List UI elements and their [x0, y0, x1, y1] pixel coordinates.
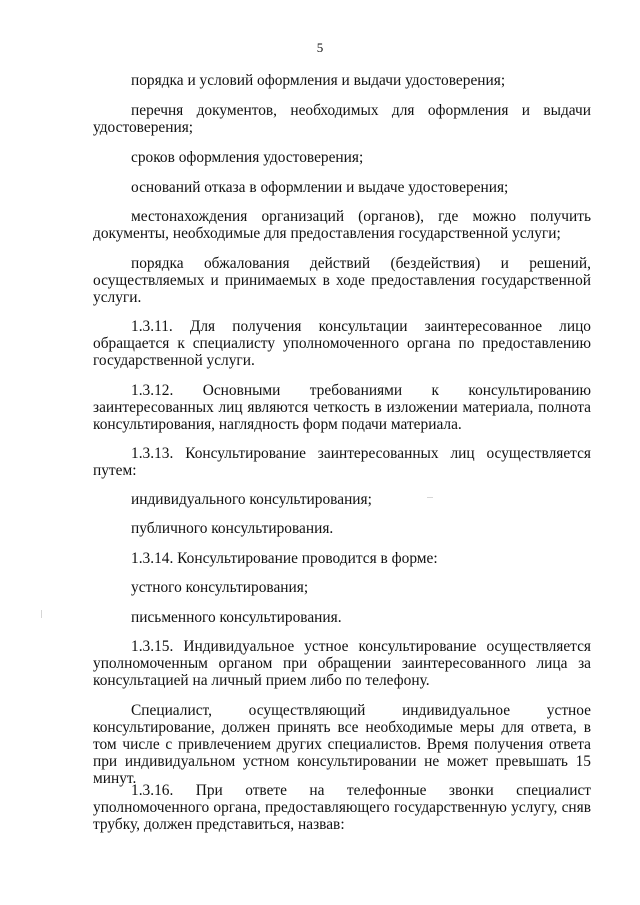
- paragraph-3: сроков оформления удостоверения;: [131, 149, 364, 166]
- paragraph-15: 1.3.15. Индивидуальное устное консультирование осуществляется уполномоченным органом при обращении заинтересованного лица за консультацией на личный прием либо по телефону.: [93, 638, 591, 689]
- paragraph-9: 1.3.13. Консультирование заинтересованных лиц осуществляется путем:: [93, 445, 591, 479]
- paragraph-11: публичного консультирования.: [131, 520, 334, 537]
- paragraph-14: письменного консультирования.: [131, 609, 342, 626]
- paragraph-8: 1.3.12. Основными требованиями к консультированию заинтересованных лиц являются четкость в изложении материала, полнота консультирования, наглядность форм подачи материала.: [93, 382, 591, 433]
- paragraph-6: порядка обжалования действий (бездействия) и решений, осуществляемых и принимаемых в ходе предоставления государственной услуги.: [93, 255, 591, 306]
- paragraph-1: порядка и условий оформления и выдачи удостоверения;: [131, 72, 506, 89]
- paragraph-7: 1.3.11. Для получения консультации заинтересованное лицо обращается к специалисту уполномоченного органа по предоставлению государственной услуги.: [93, 318, 591, 369]
- paragraph-12: 1.3.14. Консультирование проводится в форме:: [131, 550, 438, 567]
- scan-speck: [427, 497, 433, 498]
- paragraph-10: индивидуального консультирования;: [131, 491, 372, 508]
- scan-speck: [41, 610, 42, 618]
- paragraph-17: 1.3.16. При ответе на телефонные звонки специалист уполномоченного органа, предоставляющего государственную услугу, сняв трубку, должен представиться, назвав:: [93, 782, 591, 833]
- paragraph-13: устного консультирования;: [131, 579, 309, 596]
- paragraph-4: оснований отказа в оформлении и выдаче удостоверения;: [131, 179, 509, 196]
- paragraph-2: перечня документов, необходимых для оформления и выдачи удостоверения;: [93, 102, 591, 136]
- paragraph-5: местонахождения организаций (органов), где можно получить документы, необходимые для предоставления государственной услуги;: [93, 208, 591, 242]
- paragraph-16: Специалист, осуществляющий индивидуальное устное консультирование, должен принять все необходимые меры для ответа, в том числе с привлечением других специалистов. Время получения ответа при индивидуальном устном консультировании не может превышать 15 минут.: [93, 702, 591, 787]
- page-number: 5: [316, 40, 324, 55]
